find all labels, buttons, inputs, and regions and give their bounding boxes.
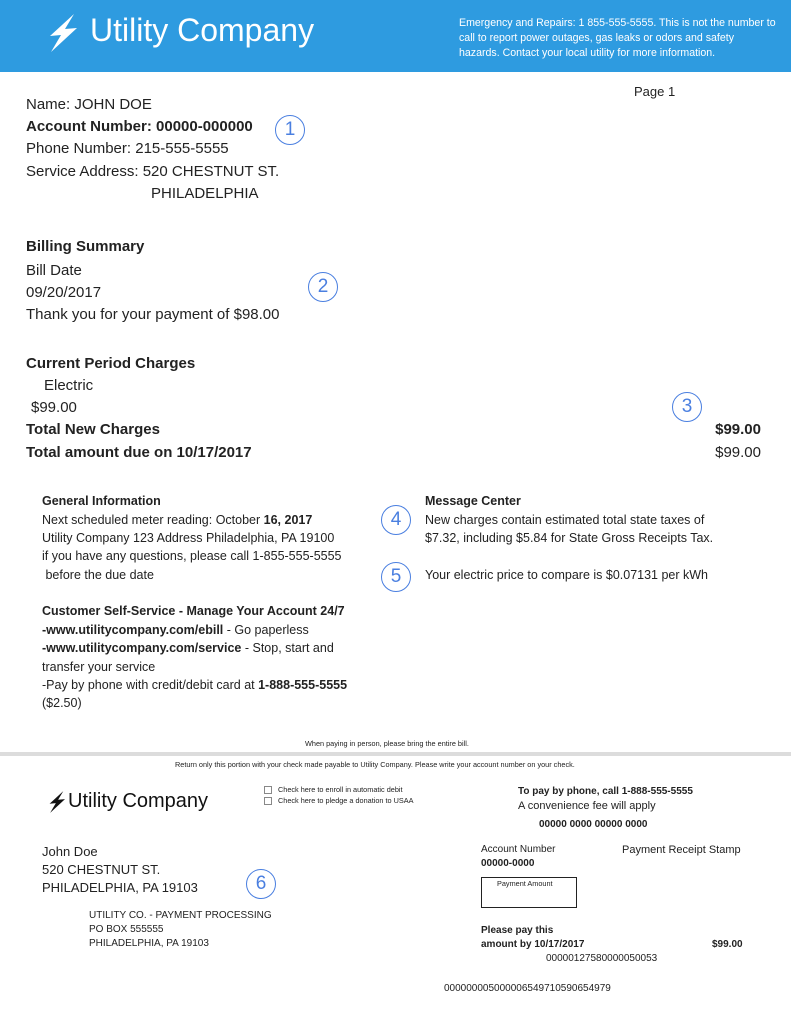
stub-customer-name: John Doe [42, 844, 98, 859]
stub-customer-city: PHILADELPHIA, PA 19103 [42, 880, 198, 895]
phone-fee: ($2.50) [42, 696, 82, 710]
scan-line-1: 00000127580000050053 [546, 953, 658, 964]
pay-by-phone-text: -Pay by phone with credit/debit card at [42, 678, 259, 692]
lightning-bolt-icon [44, 12, 82, 54]
questions-line: if you have any questions, please call 1-855-555-5555 [42, 549, 342, 563]
callout-5: 5 [381, 562, 411, 592]
emergency-notice: Emergency and Repairs: 1 855-555-5555. This is not the number to call to report power outages, gas leaks or odors and safety hazards. Contact your local utility for more information. [459, 17, 776, 59]
stub-phone-account-code: 00000 0000 00000 0000 [539, 819, 648, 830]
message-line-2: $7.32, including $5.84 for State Gross Receipts Tax. [425, 531, 714, 545]
scan-line-2: 00000000500000654971059065497​9 [444, 983, 611, 994]
stub-company-name: Utility Company [68, 790, 209, 812]
please-pay-label: Please pay this [481, 925, 554, 936]
stub-lightning-bolt-icon [46, 790, 68, 814]
service-line [42, 641, 334, 655]
account-phone: Phone Number: 215-555-5555 [26, 140, 229, 157]
callout-4: 4 [381, 505, 411, 535]
company-title: Utility Company [90, 12, 315, 48]
total-new-amount: $99.00 [715, 421, 761, 438]
account-name: Name: JOHN DOE [26, 96, 152, 113]
service-city: PHILADELPHIA [151, 185, 259, 202]
charge-item-amount: $99.00 [31, 399, 77, 416]
general-info-heading: General Information [42, 494, 161, 508]
total-due-label: Total amount due on 10/17/2017 [26, 444, 252, 461]
processing-name: UTILITY CO. - PAYMENT PROCESSING [89, 910, 272, 921]
stub-pay-amount: $99.00 [712, 939, 743, 950]
service-address: Service Address: 520 CHESTNUT ST. [26, 163, 280, 180]
service-link[interactable]: -www.utilitycompany.com/service [42, 641, 242, 655]
stub-convenience-fee: A convenience fee will apply [518, 800, 656, 812]
company-address-line: Utility Company 123 Address Philadelphia, PA 19100 [42, 531, 335, 545]
pay-by-phone-number: 1-888-555-5555 [258, 678, 348, 692]
bill-date: 09/20/2017 [26, 284, 102, 301]
bill-date-label: Bill Date [26, 262, 82, 279]
page-number: Page 1 [634, 84, 676, 99]
receipt-stamp-label: Payment Receipt Stamp [622, 844, 741, 856]
meter-reading-text: Next scheduled meter reading: October [42, 513, 264, 527]
callout-2: 2 [308, 272, 338, 302]
billing-summary-heading: Billing Summary [26, 238, 145, 255]
stub-account-number: 00000-0000 [481, 858, 535, 869]
due-date-line: before the due date [42, 568, 154, 582]
self-service-heading: Customer Self-Service - Manage Your Account 24/7 [42, 604, 345, 618]
callout-3: 3 [672, 392, 702, 422]
donation-option[interactable] [264, 796, 414, 805]
stub-pay-by-phone: To pay by phone, call 1-888-555-5555 [518, 786, 693, 797]
account-number: Account Number: 00000-000000 [26, 118, 253, 135]
pay-by-date-label: amount by 10/17/2017 [481, 939, 585, 950]
charge-item-label: Electric [44, 377, 94, 394]
meter-reading-line [42, 513, 312, 527]
message-line-3: Your electric price to compare is $0.07131 per kWh [425, 568, 709, 582]
charges-heading: Current Period Charges [26, 355, 196, 372]
ebill-link[interactable]: -www.utilitycompany.com/ebill [42, 623, 224, 637]
message-line-1: New charges contain estimated total state taxes of [425, 513, 705, 527]
donation-checkbox[interactable] [264, 797, 272, 805]
stub-separator [0, 752, 791, 756]
service-text-2: transfer your service [42, 660, 156, 674]
ebill-text: - Go paperless [223, 623, 309, 637]
callout-1: 1 [275, 115, 305, 145]
stub-customer-street: 520 CHESTNUT ST. [42, 862, 161, 877]
donation-label: Check here to pledge a donation to USAA [278, 796, 414, 805]
payment-thanks: Thank you for your payment of $98.00 [26, 306, 280, 323]
in-person-note: When paying in person, please bring the entire bill. [305, 739, 469, 748]
payment-amount-label: Payment Amount [497, 879, 553, 888]
pay-by-phone-line [42, 678, 347, 692]
service-text: - Stop, start and [241, 641, 334, 655]
callout-6: 6 [246, 869, 276, 899]
return-note: Return only this portion with your check made payable to Utility Company. Please write your account number on your check. [175, 760, 575, 769]
meter-reading-date: 16, 2017 [263, 513, 313, 527]
message-center-heading: Message Center [425, 494, 521, 508]
autodebit-option[interactable] [264, 785, 403, 794]
autodebit-label: Check here to enroll in automatic debit [278, 785, 403, 794]
autodebit-checkbox[interactable] [264, 786, 272, 794]
total-new-label: Total New Charges [26, 421, 160, 438]
stub-account-number-label: Account Number [481, 844, 556, 855]
ebill-line [42, 623, 309, 637]
processing-city: PHILADELPHIA, PA 19103 [89, 938, 209, 949]
total-due-amount: $99.00 [715, 444, 761, 461]
processing-po: PO BOX 555555 [89, 924, 164, 935]
